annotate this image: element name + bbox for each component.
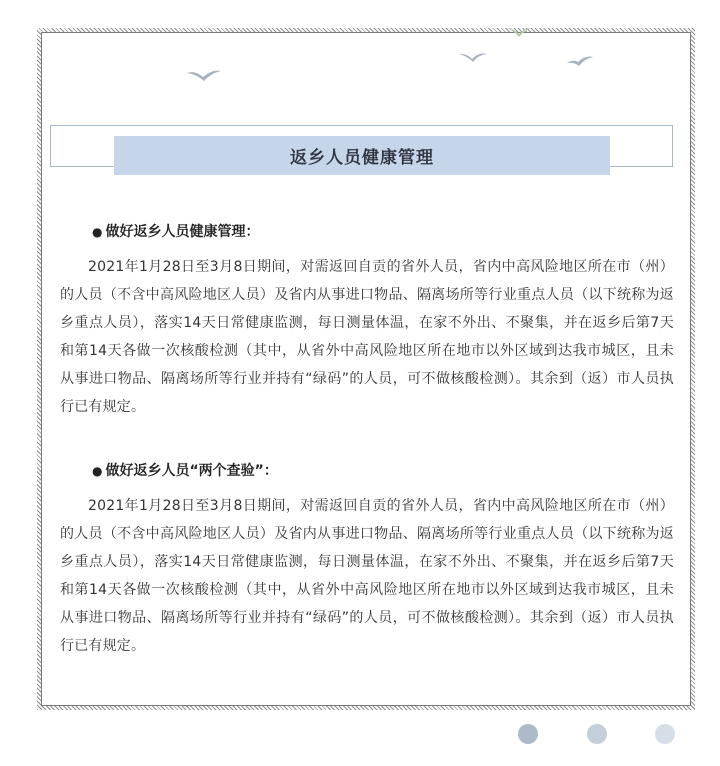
- section-heading: [92, 456, 674, 486]
- page-title: 返乡人员健康管理: [290, 148, 434, 168]
- pager-dot: [655, 724, 675, 744]
- section-health-management: [60, 217, 674, 421]
- pager-dot: [587, 724, 607, 744]
- section-heading: [92, 217, 674, 247]
- bullet-icon: ●: [92, 225, 103, 239]
- bird-icon: [186, 68, 222, 82]
- bird-icon: [506, 26, 532, 38]
- title-banner: [114, 136, 610, 175]
- section-two-checks: [60, 456, 674, 660]
- section-heading-text: 做好返乡人员“两个查验”：: [105, 463, 278, 479]
- section-heading-text: 做好返乡人员健康管理：: [105, 224, 260, 240]
- bird-icon: [458, 51, 488, 63]
- bird-icon: [566, 55, 594, 67]
- section-body: 2021年1月28日至3月8日期间，对需返回自贡的省外人员，省内中高风险地区所在市（州）的人员（不含中高风险地区人员）及省内从事进口物品、隔离场所等行业重点人员（以下统称为返乡重点人员），落实14天日常健康监测，每日测量体温，在家不外出、不聚集，并在返乡后第7天和第14天各做一次核酸检测（其中，从省外中高风险地区所在地市以外区域到达我市城区，且未从事进口物品、隔离场所等行业并持有“绿码”的人员，可不做核酸检测）。其余到（返）市人员执行已有规定。: [60, 498, 674, 654]
- section-body: 2021年1月28日至3月8日期间，对需返回自贡的省外人员，省内中高风险地区所在市（州）的人员（不含中高风险地区人员）及省内从事进口物品、隔离场所等行业重点人员（以下统称为返乡重点人员），落实14天日常健康监测，每日测量体温，在家不外出、不聚集，并在返乡后第7天和第14天各做一次核酸检测（其中，从省外中高风险地区所在地市以外区域到达我市城区，且未从事进口物品、隔离场所等行业并持有“绿码”的人员，可不做核酸检测）。其余到（返）市人员执行已有规定。: [60, 259, 674, 415]
- bullet-icon: ●: [92, 464, 103, 478]
- pager-dot: [518, 724, 538, 744]
